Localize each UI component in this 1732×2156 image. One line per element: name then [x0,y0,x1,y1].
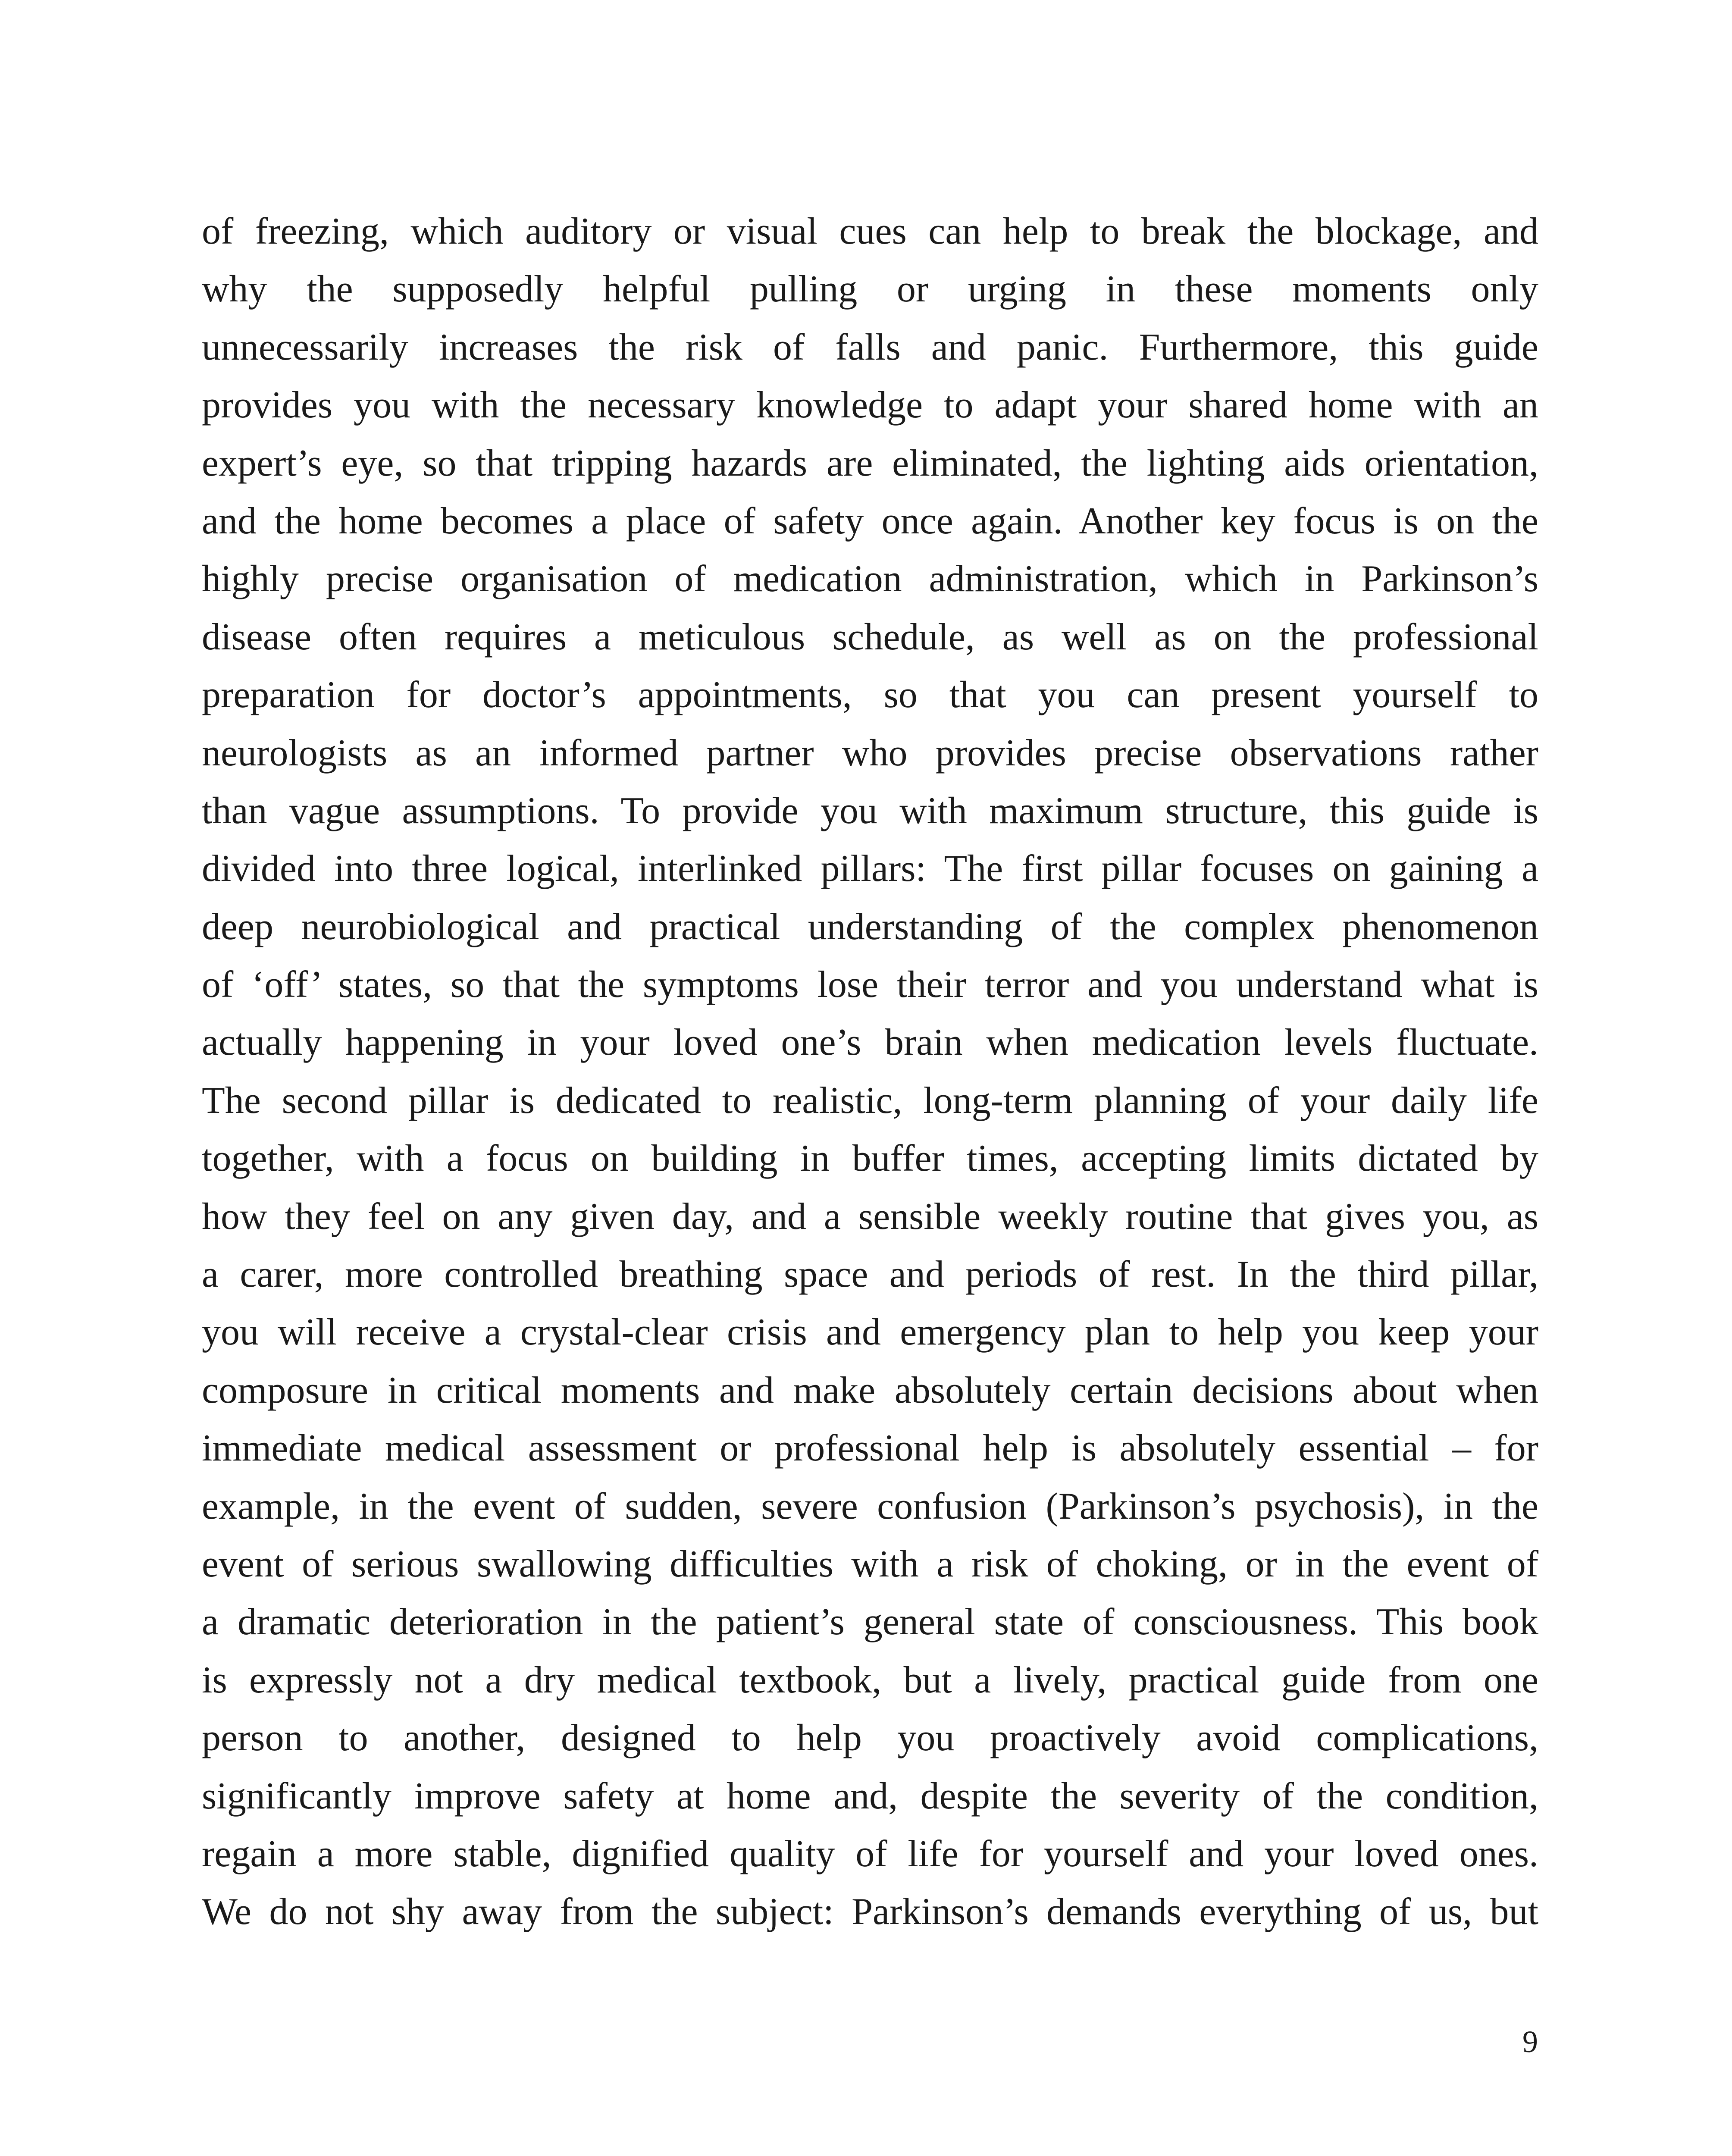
text-line: immediate medical assessment or professional help is absolutely essential – for [202,1427,1538,1470]
text-line: why the supposedly helpful pulling or urging in these moments only [202,268,1538,310]
text-line: divided into three logical, interlinked pillars: The first pillar focuses on gaining a [202,848,1538,890]
text-line: composure in critical moments and make absolutely certain decisions about when [202,1369,1538,1411]
text-line: We do not shy away from the subject: Parkinson’s demands everything of us, but [202,1891,1538,1933]
text-line: unnecessarily increases the risk of falls and panic. Furthermore, this guide [202,326,1538,368]
text-line: you will receive a crystal-clear crisis and emergency plan to help you keep your [202,1311,1538,1354]
text-line: how they feel on any given day, and a sensible weekly routine that gives you, as [202,1195,1538,1238]
text-line: event of serious swallowing difficulties with a risk of choking, or in the event of [202,1543,1538,1585]
text-line: than vague assumptions. To provide you with maximum structure, this guide is [202,790,1538,832]
text-line: expert’s eye, so that tripping hazards are eliminated, the lighting aids orientation, [202,442,1538,484]
text-line: deep neurobiological and practical understanding of the complex phenomenon [202,906,1538,948]
text-line: a dramatic deterioration in the patient’s general state of consciousness. This book [202,1601,1538,1643]
text-line: The second pillar is dedicated to realistic, long-term planning of your daily life [202,1079,1538,1122]
text-line: together, with a focus on building in buffer times, accepting limits dictated by [202,1138,1538,1180]
text-line: significantly improve safety at home and, despite the severity of the condition, [202,1775,1538,1817]
text-line: of ‘off’ states, so that the symptoms lose their terror and you understand what is [202,964,1538,1006]
text-line: highly precise organisation of medication administration, which in Parkinson’s [202,558,1538,600]
text-line: example, in the event of sudden, severe confusion (Parkinson’s psychosis), in the [202,1485,1538,1527]
body-paragraph [202,203,1538,1941]
text-line: neurologists as an informed partner who provides precise observations rather [202,732,1538,774]
text-line: provides you with the necessary knowledge to adapt your shared home with an [202,384,1538,426]
text-line: preparation for doctor’s appointments, so that you can present yourself to [202,674,1538,716]
text-line: and the home becomes a place of safety once again. Another key focus is on the [202,500,1538,542]
page-number: 9 [1522,2024,1538,2059]
text-line: actually happening in your loved one’s brain when medication levels fluctuate. [202,1022,1538,1064]
text-line: regain a more stable, dignified quality of life for yourself and your loved ones. [202,1833,1538,1875]
text-line: disease often requires a meticulous schedule, as well as on the professional [202,616,1538,658]
text-line: is expressly not a dry medical textbook, but a lively, practical guide from one [202,1659,1538,1701]
text-line: person to another, designed to help you proactively avoid complications, [202,1717,1538,1759]
text-line: of freezing, which auditory or visual cues can help to break the blockage, and [202,210,1538,252]
text-line: a carer, more controlled breathing space and periods of rest. In the third pillar, [202,1253,1538,1296]
